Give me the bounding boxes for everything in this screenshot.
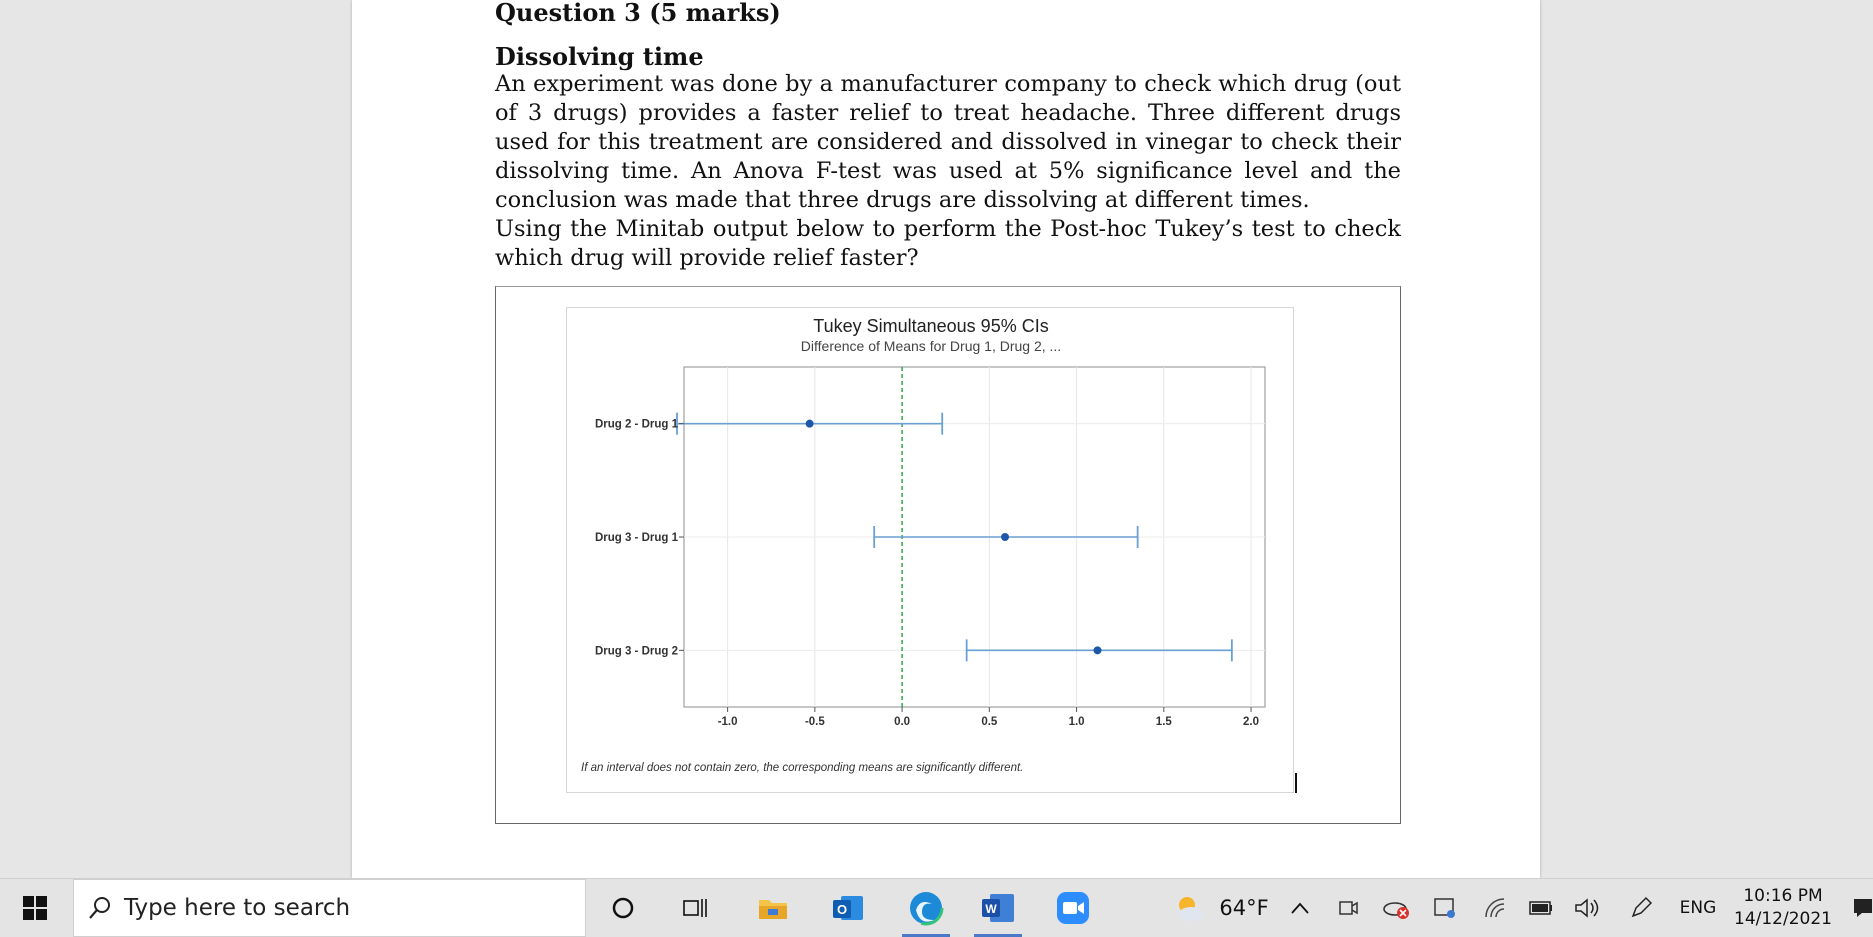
chart-subtitle: Difference of Means for Drug 1, Drug 2, ...	[800, 338, 1062, 354]
battery-icon	[1529, 901, 1553, 915]
clock-time: 10:16 PM	[1743, 886, 1823, 906]
weather-temperature[interactable]: 64°F	[1219, 896, 1269, 920]
clock-date: 14/12/2021	[1734, 909, 1832, 929]
x-tick-label: -0.5	[804, 716, 825, 728]
x-tick-label: 1.0	[1068, 716, 1085, 728]
pen-icon	[1629, 896, 1653, 920]
notification-button[interactable]	[1852, 879, 1873, 937]
x-tick-label: 0.0	[894, 716, 911, 728]
interval-row	[874, 526, 1137, 548]
taskbar	[0, 878, 1873, 937]
mean-point	[1094, 646, 1102, 654]
y-tick-label: Drug 2 - Drug 1	[594, 418, 678, 431]
cortana-icon	[611, 896, 635, 920]
meet-now-button[interactable]	[1334, 879, 1362, 937]
mean-point	[1001, 533, 1009, 541]
windows-start-icon	[23, 896, 47, 920]
file-explorer-icon	[757, 894, 789, 922]
display-button[interactable]	[1430, 879, 1460, 937]
chart-footnote: If an interval does not contain zero, the corresponding means are significantly different.	[581, 762, 1024, 774]
taskbar-search-box[interactable]	[73, 879, 586, 937]
weather-icon	[1172, 893, 1206, 923]
y-tick-label: Drug 3 - Drug 2	[594, 645, 678, 658]
show-hidden-icons-button[interactable]	[1286, 879, 1314, 937]
tukey-chart	[566, 307, 1294, 793]
network-button[interactable]	[1480, 879, 1510, 937]
display-icon	[1433, 897, 1457, 919]
chevron-up-icon	[1291, 902, 1309, 914]
file-explorer-button[interactable]	[748, 879, 798, 937]
notification-icon	[1853, 897, 1873, 919]
question-title: Question 3 (5 marks)	[495, 0, 781, 27]
wifi-icon	[1484, 898, 1506, 918]
outlook-icon	[831, 892, 865, 924]
chart-svg	[567, 308, 1295, 794]
onedrive-icon	[1382, 896, 1412, 920]
text-cursor	[1295, 773, 1297, 793]
interval-row	[967, 639, 1232, 661]
svg-text:W: W	[985, 902, 997, 916]
cortana-button[interactable]	[600, 879, 646, 937]
figure-frame[interactable]	[495, 286, 1401, 824]
x-tick-label: 0.5	[981, 716, 998, 728]
weather-button[interactable]	[1168, 879, 1210, 937]
meet-now-icon	[1338, 898, 1358, 918]
search-icon	[88, 896, 112, 920]
battery-button[interactable]	[1526, 879, 1556, 937]
word-button[interactable]	[968, 879, 1028, 937]
word-icon	[980, 891, 1016, 925]
y-tick-label: Drug 3 - Drug 1	[594, 532, 678, 544]
zoom-icon	[1056, 891, 1090, 925]
chart-title: Tukey Simultaneous 95% CIs	[813, 316, 1049, 336]
edge-icon	[908, 890, 944, 926]
x-tick-label: -1.0	[717, 716, 738, 728]
outlook-button[interactable]	[823, 879, 873, 937]
question-body	[495, 70, 1401, 273]
zoom-button[interactable]	[1048, 879, 1098, 937]
windows-start-button[interactable]	[0, 879, 70, 937]
edge-button[interactable]	[896, 879, 956, 937]
pen-workspace-button[interactable]	[1626, 879, 1656, 937]
section-title: Dissolving time	[495, 42, 704, 71]
task-view-button[interactable]	[672, 879, 718, 937]
question-paragraph: Using the Minitab output below to perform the Post-hoc Tukey’s test to check which drug will provide relief faster?	[495, 216, 1401, 271]
svg-text:O: O	[836, 902, 848, 917]
volume-button[interactable]	[1572, 879, 1602, 937]
x-tick-label: 1.5	[1155, 716, 1172, 728]
volume-icon	[1574, 897, 1600, 919]
x-tick-label: 2.0	[1243, 716, 1260, 728]
question-paragraph: An experiment was done by a manufacturer company to check which drug (out of 3 drugs) provides a faster relief to treat headache. Three different drugs used for this treatment are considered and dissolved in vinegar to check their dissolving time. An Anova F-test was used at 5% significance level and the conclusion was made that three drugs are dissolving at different times.	[495, 71, 1401, 213]
language-indicator[interactable]: ENG	[1679, 898, 1717, 918]
clock[interactable]	[1728, 885, 1838, 931]
task-view-icon	[682, 896, 708, 920]
mean-point	[806, 420, 814, 428]
search-placeholder: Type here to search	[124, 895, 351, 921]
document-page	[352, 0, 1540, 878]
onedrive-button[interactable]	[1380, 879, 1414, 937]
